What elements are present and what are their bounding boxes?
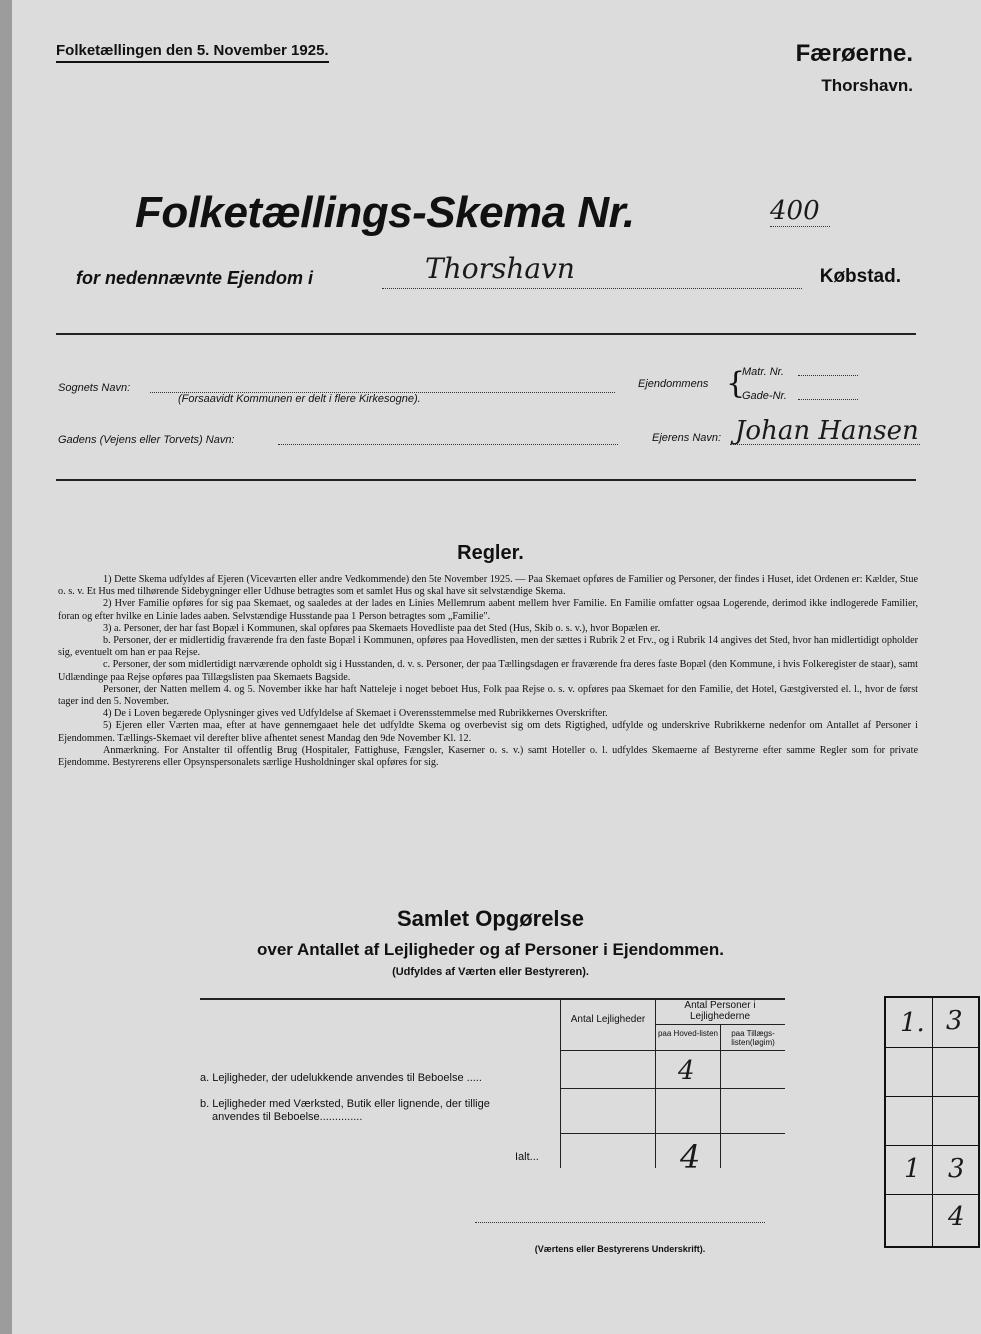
for-property-label: for nedennævnte Ejendom i: [76, 268, 314, 288]
table-col-line: [560, 998, 561, 1168]
total-hoved-value: 4: [680, 1138, 701, 1176]
row-total-label: Ialt...: [515, 1151, 539, 1163]
census-date: Folketællingen den 5. November 1925.: [56, 42, 329, 63]
col-personer-header: Antal Personer i Lejlighederne: [684, 1000, 756, 1022]
city-name: Thorshavn.: [821, 76, 913, 95]
gade-navn-line: [278, 444, 618, 445]
region-name: Færøerne.: [795, 40, 913, 67]
rule-paragraph: 3) a. Personer, der har fast Bopæl i Kommunen, skal opføres paa Skemaets Hovedliste paa det Sted (Hus, Skib o. s. v.), hvor Bopælen er.: [103, 622, 661, 634]
col-hoved-header: paa Hoved-listen: [657, 1029, 719, 1038]
col-tillaeg-header: paa Tillægs-listen(løgim): [731, 1029, 775, 1047]
summary-table: [200, 998, 785, 1176]
sogn-note: (Forsaavidt Kommunen er delt i flere Kirkesogne).: [178, 393, 421, 405]
place-line: [382, 288, 802, 289]
tally-row-line: [886, 1145, 978, 1146]
rule-paragraph: c. Personer, der som midlertidigt nærværende opholdt sig i Husstanden, d. v. s. Personer, der paa Tællingsdagen er fraværende fra deres faste Bopæl (den Kommune, i hvis Folkeregister de staar), samt Udlændinge paa Rejse opføres paa Tillægslisten paa Skemaets Bagside.: [58, 659, 918, 683]
rule-paragraph: Personer, der Natten mellem 4. og 5. November ikke har haft Natteleje i noget beboet Hus, Folk paa Rejse o. s. v. opføres paa Skemaet for den Familie, det Hotel, Gæstgiversted el. l., hvor de først tager ind den 5. November.: [58, 683, 918, 708]
schema-number-handwritten: 400: [770, 196, 830, 227]
tally-r4c1: 1: [904, 1154, 921, 1184]
tally-r1c1: 1.: [900, 1008, 925, 1038]
signature-line: [475, 1222, 765, 1223]
matr-line: [798, 375, 858, 376]
gade-nr-label: Gade-Nr.: [742, 390, 787, 402]
rules-body: [58, 574, 918, 769]
row-sep: [561, 1133, 785, 1134]
owner-name-handwritten: Johan Hansen: [735, 416, 919, 446]
sogn-label: Sognets Navn:: [58, 382, 131, 394]
matr-label: Matr. Nr.: [742, 366, 784, 378]
tally-row-line: [886, 1047, 978, 1048]
table-col-line: [720, 1024, 721, 1168]
rule-paragraph: 4) De i Loven begærede Oplysninger gives ved Udfyldelse af Skemaet i Overensstemmelse med Rubrikkernes Overskrifter.: [103, 708, 608, 720]
col-antal-header: Antal Lejligheder: [570, 1014, 646, 1025]
rules-heading: Regler.: [457, 542, 524, 564]
ejendommens-label: Ejendommens: [638, 378, 709, 390]
rule-paragraph: b. Personer, der er midlertidig fraværende fra den faste Bopæl i Kommunen, opføres paa Hovedlisten, men der sættes i Rubrik 2 et Frv., og i Rubrik 14 angives det Sted, hvor han midlertidigt opholder sig, eventuelt om han er paa Rejse.: [58, 635, 918, 659]
header-sep-personer: [656, 1024, 785, 1025]
row-b-label-cont: anvendes til Beboelse..............: [212, 1111, 363, 1123]
tally-r4c2: 3: [948, 1154, 965, 1184]
divider-top: [56, 333, 916, 335]
rule-paragraph: 5) Ejeren eller Værten maa, efter at have gennemgaaet hele det udfyldte Skema og overbevist sig om dets Rigtighed, udfylde og underskrive Rubrikkerne nedenfor om Antallet af Personer i Ejendommen. Tællings-Skemaet vil derefter blive afhentet senest Mandag den 9de November Kl. 12.: [58, 720, 918, 744]
rule-paragraph: 2) Hver Familie opføres for sig paa Skemaet, og saaledes at der lades en Linies Mellemrum aabent mellem hver Familie. En Familie omfatter ogsaa Logerende, derimod ikke indlogerede Familier, foran og efter hvilke en Linie lades aaben. Selvstændige Husstande paa 1 Person betragtes som „Familie".: [58, 598, 918, 622]
place-handwritten: Thorshavn: [425, 252, 575, 285]
rule-paragraph: Anmærkning. For Anstalter til offentlig Brug (Hospitaler, Fattighuse, Fængsler, Kaserner o. s. v.) samt Hoteller o. l. udfyldes Skemaerne af Bestyrerne efter samme Regler som for private Ejendomme. Bestyrerens eller Opsynspersonalets særlige Husholdninger skal opføres for sig.: [58, 744, 918, 769]
gade-nr-line: [798, 399, 858, 400]
row-sep: [561, 1088, 785, 1089]
brace: {: [726, 366, 746, 401]
row-a-hoved-value: 4: [678, 1056, 695, 1086]
row-b-label: b. Lejligheder med Værksted, Butik eller lignende, der tillige: [200, 1098, 490, 1110]
tally-r5c2: 4: [948, 1202, 965, 1232]
summary-note: (Udfyldes af Værten eller Bestyreren).: [392, 966, 589, 978]
summary-heading: Samlet Opgørelse: [396, 906, 585, 931]
margin-tally-box: [884, 996, 980, 1248]
ejer-label: Ejerens Navn:: [652, 432, 722, 444]
signature-caption: (Værtens eller Bestyrerens Underskrift).: [534, 1244, 706, 1254]
header-sep-bottom: [561, 1050, 785, 1051]
gade-navn-label: Gadens (Vejens eller Torvets) Navn:: [58, 434, 235, 446]
summary-subheading: over Antallet af Lejligheder og af Personer i Ejendommen.: [257, 940, 724, 959]
form-title: Folketællings-Skema Nr.: [135, 188, 635, 237]
tally-col-line: [932, 998, 933, 1246]
tally-row-line: [886, 1096, 978, 1097]
rule-paragraph: 1) Dette Skema udfyldes af Ejeren (Viceværten eller andre Vedkommende) den 5te November 1925. — Paa Skemaet opføres de Familier og Personer, der findes i Huset, idet Ordenen er: Kælder, Stue o. s. v. Et Hus med tilhørende Sidebygninger eller Udhuse betragtes som et samlet Hus og skal have sit selvstændige Skema.: [58, 574, 918, 598]
row-a-label: a. Lejligheder, der udelukkende anvendes til Beboelse .....: [200, 1072, 482, 1084]
tally-r1c2: 3: [946, 1006, 963, 1036]
divider-mid: [56, 479, 916, 481]
tally-row-line: [886, 1194, 978, 1195]
kobstad-label: Købstad.: [819, 266, 901, 287]
